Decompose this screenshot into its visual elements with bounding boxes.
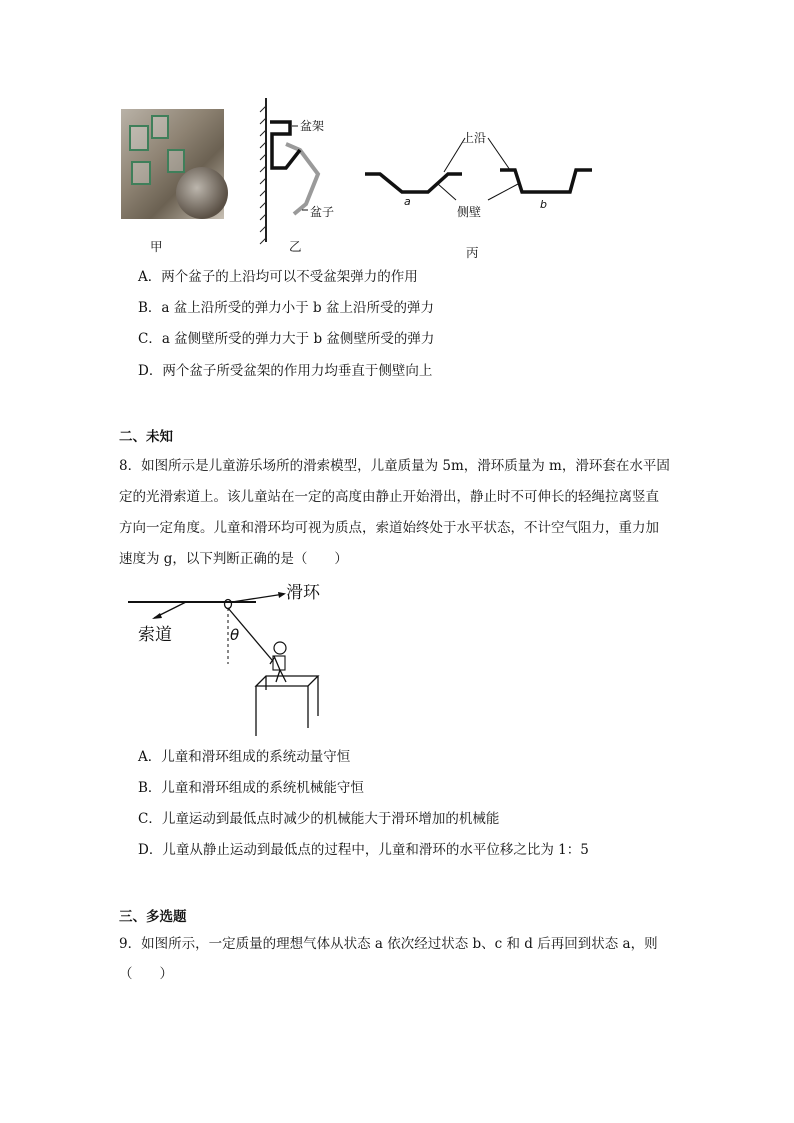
figure-yi-diagram [258, 96, 348, 246]
q8-stem-line-3: 方向一定角度。儿童和滑环均可视为质点，索道始终处于水平状态，不计空气阻力，重力加 [119, 520, 659, 536]
yi-label-pot: 盆子 [310, 205, 335, 219]
bing-label-a: a [404, 195, 411, 208]
q7-option-b: B．a 盆上沿所受的弹力小于 b 盆上沿所受的弹力 [138, 300, 434, 316]
section-title-2: 二、未知 [119, 429, 173, 445]
figure-label-yi: 乙 [289, 239, 302, 254]
q8-label-ring: 滑环 [286, 583, 320, 603]
section-title-3: 三、多选题 [119, 909, 187, 925]
figure-label-bing: 丙 [466, 245, 479, 260]
q9-stem-line-1: 9．如图所示，一定质量的理想气体从状态 a 依次经过状态 b、c 和 d 后再回到状态 a，则 [119, 936, 658, 952]
yi-label-shelf: 盆架 [300, 119, 325, 133]
q8-label-cable: 索道 [138, 625, 172, 645]
figure-jia-photo [121, 109, 224, 219]
q8-stem-line-2: 定的光滑索道上。该儿童站在一定的高度由静止开始滑出，静止时不可伸长的轻绳拉离竖直 [119, 489, 659, 505]
bing-label-b: b [540, 198, 547, 211]
q7-option-a: A．两个盆子的上沿均可以不受盆架弹力的作用 [138, 269, 418, 285]
figure-bing-diagram [360, 122, 600, 227]
q8-zipline-figure [124, 578, 334, 738]
q8-option-a: A．儿童和滑环组成的系统动量守恒 [138, 749, 351, 765]
q8-stem-line-1: 8．如图所示是儿童游乐场所的滑索模型，儿童质量为 5m，滑环质量为 m，滑环套在水平固 [119, 458, 670, 474]
q7-option-c: C．a 盆侧壁所受的弹力大于 b 盆侧壁所受的弹力 [138, 331, 435, 347]
q8-label-theta: θ [230, 626, 240, 644]
q8-option-d: D．儿童从静止运动到最低点的过程中，儿童和滑环的水平位移之比为 1：5 [138, 842, 589, 858]
q7-option-d: D．两个盆子所受盆架的作用力均垂直于侧壁向上 [138, 363, 433, 379]
q8-stem-line-4: 速度为 g，以下判断正确的是（ ） [119, 551, 348, 567]
q9-stem-line-2: （ ） [119, 966, 173, 982]
bing-label-side-wall: 侧壁 [457, 205, 482, 219]
q8-option-c: C．儿童运动到最低点时减少的机械能大于滑环增加的机械能 [138, 811, 500, 827]
q8-option-b: B．儿童和滑环组成的系统机械能守恒 [138, 780, 364, 796]
figure-label-jia: 甲 [150, 239, 163, 254]
bing-label-upper-edge: 上沿 [462, 131, 487, 145]
